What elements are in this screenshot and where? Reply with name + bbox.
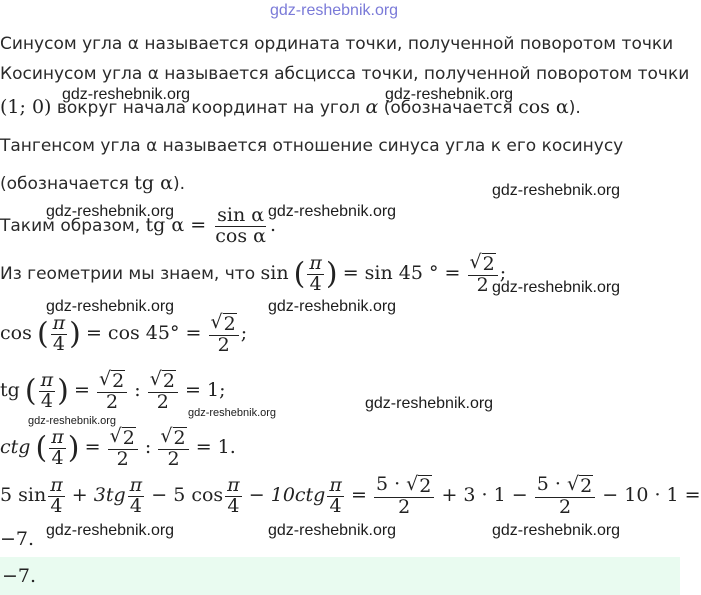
thus-lhs: tg α = <box>145 213 207 236</box>
sin-fn: sin <box>260 261 289 284</box>
tg-pi4-line: tg ( $\frac{\pi}{4}$ ) = √ 2 2 : √ 2 2 = 1; <box>0 368 226 413</box>
cos-symbol: cos α <box>518 96 569 118</box>
expr-e: = <box>350 483 367 506</box>
pi-over-4 <box>49 425 66 469</box>
four: 4 <box>227 494 240 517</box>
watermark: gdz-reshebnik.org <box>268 203 397 220</box>
watermark: gdz-reshebnik.org <box>268 298 397 315</box>
cos-text: вокруг начала координат на угол <box>51 98 366 118</box>
pi: π <box>51 425 64 448</box>
four: 4 <box>50 494 63 517</box>
expr-c: − 5 cos <box>151 483 224 506</box>
expr-g: − 10 · 1 = <box>602 483 701 506</box>
watermark: gdz-reshebnik.org <box>385 86 514 103</box>
radicand: 2 <box>162 370 175 392</box>
pi-over-4 <box>39 368 56 412</box>
tan-open: (обозначается <box>0 174 135 194</box>
pi: π <box>40 368 54 391</box>
frac-num: sin α <box>217 204 265 226</box>
watermark: gdz-reshebnik.org <box>492 182 621 199</box>
radicand: 2 <box>482 253 495 275</box>
sqrt2-over-2: √ 2 2 <box>158 427 188 470</box>
sin-over-cos <box>213 206 268 247</box>
den: 2 <box>476 273 489 296</box>
tg-fn: tg <box>0 378 20 401</box>
tg-symbol: tg α <box>134 172 173 194</box>
four: 4 <box>40 389 53 412</box>
pi: π <box>129 473 143 496</box>
radicand: 2 <box>122 427 135 449</box>
main-expression <box>0 475 701 518</box>
pi: π <box>50 473 63 496</box>
den: 2 <box>156 390 169 413</box>
point-coords: (1; 0) <box>0 96 52 118</box>
sin-pi4-line: Из геометрии мы знаем, что sin ( $\frac{\pi}{4}$ ) = sin 45 ° = √ 2 2 ; <box>0 251 507 296</box>
answer-box <box>0 557 680 595</box>
pi-over-4 <box>225 473 242 517</box>
watermark-top: gdz-reshebnik.org <box>270 2 399 19</box>
watermark: gdz-reshebnik.org <box>28 415 117 427</box>
sine-definition: Синусом угла α называется ордината точки, полученной поворотом точки <box>0 34 674 54</box>
watermark: gdz-reshebnik.org <box>62 86 191 103</box>
watermark: gdz-reshebnik.org <box>188 407 277 419</box>
sqrt2-over-2: √ 2 2 <box>108 427 138 470</box>
eq: = <box>73 378 90 401</box>
radicand: 2 <box>580 475 593 497</box>
ctg-result: = 1. <box>195 435 236 458</box>
watermark: gdz-reshebnik.org <box>492 279 621 296</box>
tan-end: ). <box>172 174 186 194</box>
watermark: gdz-reshebnik.org <box>46 203 175 220</box>
four: 4 <box>51 446 64 469</box>
cos45: = cos 45° = <box>85 321 202 344</box>
sqrt2-over-2: √ 2 2 <box>148 370 178 413</box>
pi-over-4 <box>307 251 324 295</box>
tangent-definition: Тангенсом угла α называется отношение синуса угла к его косинусу <box>0 136 624 156</box>
pi: π <box>309 251 322 274</box>
ctg-fn: ctg <box>0 435 31 458</box>
sqrt2-over-2: √ 2 2 <box>97 370 127 413</box>
watermark: gdz-reshebnik.org <box>46 522 175 539</box>
den: 2 <box>167 447 180 470</box>
expr-f: + 3 · 1 − <box>441 483 528 506</box>
four: 4 <box>129 494 142 517</box>
four: 4 <box>309 272 322 295</box>
tg-result: = 1; <box>185 378 226 401</box>
period: . <box>269 213 276 236</box>
div: : <box>144 435 152 458</box>
den: 2 <box>106 390 119 413</box>
watermark: gdz-reshebnik.org <box>46 298 175 315</box>
pi-over-4 <box>128 473 145 517</box>
sqrt2-over-2: √ 2 2 <box>468 253 498 296</box>
pi-over-4 <box>48 473 65 517</box>
expr-b: + 3tg <box>71 483 126 506</box>
four: 4 <box>52 332 65 355</box>
pi: π <box>329 473 342 496</box>
note-text: (обозначается <box>378 98 519 118</box>
radicand: 2 <box>173 427 186 449</box>
semicolon: ; <box>499 261 507 284</box>
watermark: gdz-reshebnik.org <box>492 522 621 539</box>
den: 2 <box>116 447 129 470</box>
cos-pi4-line: cos ( $\frac{\pi}{4}$ ) = cos 45° = √ 2 2 ; <box>0 311 248 356</box>
five-dot: 5 · <box>536 473 567 495</box>
den: 2 <box>217 333 230 356</box>
expr-d: − 10ctg <box>248 483 326 506</box>
frac-den: cos α <box>215 224 266 247</box>
cos-fn: cos <box>0 321 32 344</box>
result-line: −7. <box>0 528 35 550</box>
sin45: = sin 45 ° = <box>342 261 461 284</box>
watermark: gdz-reshebnik.org <box>268 522 397 539</box>
alpha-symbol: α <box>365 96 379 118</box>
div: : <box>134 378 141 401</box>
pi-over-4 <box>327 473 344 517</box>
eq: = <box>84 435 101 458</box>
semicolon: ; <box>240 321 248 344</box>
ctg-pi4-line: ctg ( $\frac{\pi}{4}$ ) = √ 2 2 : √ 2 2 = 1. <box>0 425 236 470</box>
five-sqrt2-over-2: 5 · √ 2 2 <box>535 475 595 518</box>
sqrt2-over-2: √ 2 2 <box>209 313 239 356</box>
pi: π <box>227 473 240 496</box>
pi: π <box>52 311 66 334</box>
five-sqrt2-over-2: 5 · √ 2 2 <box>374 475 434 518</box>
thus-prefix: Таким образом, <box>0 215 146 236</box>
radicand: 2 <box>223 313 236 335</box>
den: 2 <box>558 495 572 518</box>
five-dot: 5 · <box>375 473 407 495</box>
expr-a: 5 sin <box>0 483 47 506</box>
tangent-notation <box>0 172 185 194</box>
end-text: ). <box>568 98 581 118</box>
four: 4 <box>329 494 342 517</box>
radicand: 2 <box>419 475 432 497</box>
answer-value: −7. <box>2 565 37 587</box>
den: 2 <box>398 495 411 518</box>
radicand: 2 <box>112 370 125 392</box>
pi-over-4 <box>51 311 68 355</box>
cosine-definition: Косинусом угла α называется абсцисса точки, полученной поворотом точки <box>0 64 690 84</box>
geom-prefix: Из геометрии мы знаем, что <box>0 263 261 284</box>
watermark: gdz-reshebnik.org <box>365 395 494 412</box>
